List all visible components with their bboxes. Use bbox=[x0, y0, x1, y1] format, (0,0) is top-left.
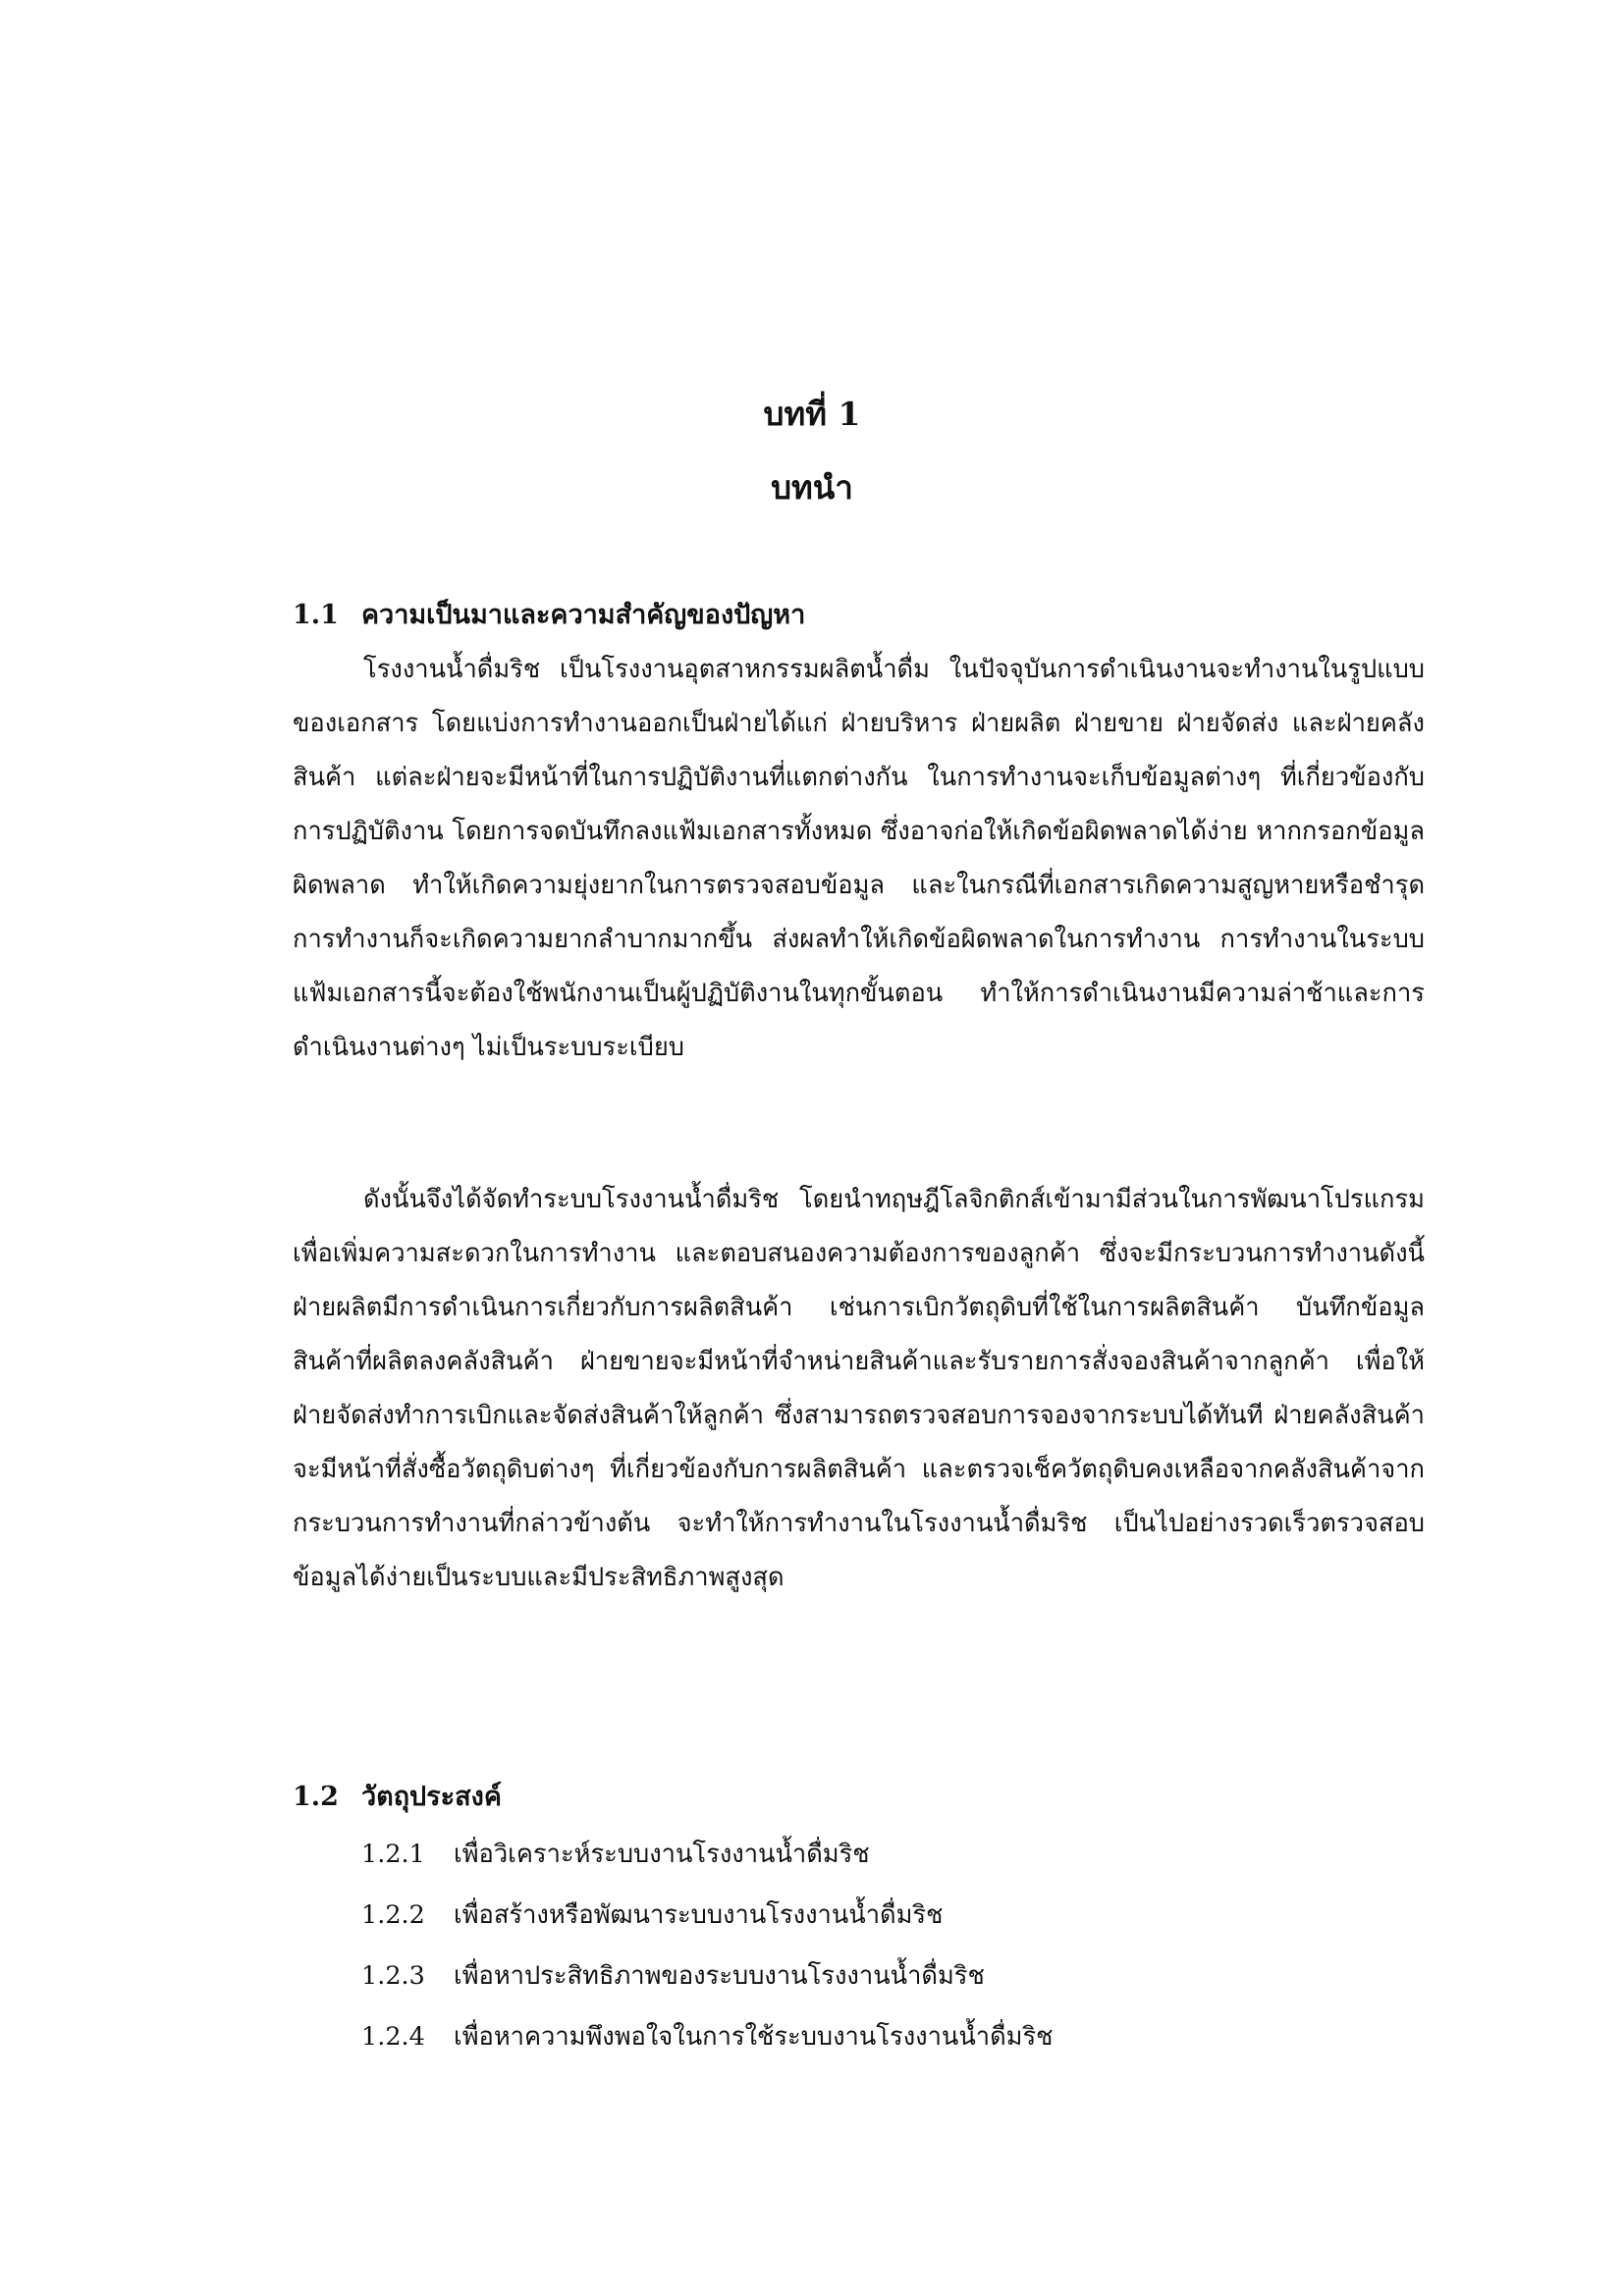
list-item bbox=[361, 2006, 1053, 2067]
item-number: 1.2.4 bbox=[361, 2022, 425, 2052]
list-item bbox=[361, 1946, 1053, 2006]
item-text: เพื่อสร้างหรือพัฒนาระบบงานโรงงานน้ำดื่มริช bbox=[454, 1900, 944, 1930]
list-item bbox=[361, 1885, 1053, 1946]
section-heading-1-2 bbox=[293, 1775, 502, 1817]
item-number: 1.2.1 bbox=[361, 1840, 425, 1869]
item-number: 1.2.2 bbox=[361, 1900, 425, 1930]
objectives-list bbox=[361, 1824, 1053, 2067]
chapter-number: บทที่ 1 bbox=[763, 395, 861, 433]
section-number: 1.2 bbox=[293, 1782, 339, 1812]
paragraph-solution: ดังนั้นจึงได้จัดทำระบบโรงงานน้ำดื่มริช โดยนำทฤษฎีโลจิกติกส์เข้ามามีส่วนในการพัฒนาโปรแกรม เพื่อเพิ่มความสะดวกในการทำงาน และตอบสนองความต้องการของลูกค้า ซึ่งจะมีกระบวนการทำงานดังนี้ ฝ่ายผลิตมีการดำเนินการเกี่ยวกับการผลิตสินค้า เช่นการเบิกวัตถุดิบที่ใช้ในการผลิตสินค้า บันทึกข้อมูลสินค้าที่ผลิตลงคลังสินค้า ฝ่ายขายจะมีหน้าที่จำหน่ายสินค้าและรับรายการสั่งจองสินค้าจากลูกค้า เพื่อให้ฝ่ายจัดส่งทำการเบิกและจัดส่งสินค้าให้ลูกค้า ซึ่งสามารถตรวจสอบการจองจากระบบได้ทันที ฝ่ายคลังสินค้า จะมีหน้าที่สั่งซื้อวัตถุดิบต่างๆ ที่เกี่ยวข้องกับการผลิตสินค้า และตรวจเช็ควัตถุดิบคงเหลือจากคลังสินค้าจากกระบวนการทำงานที่กล่าวข้างต้น จะทำให้การทำงานในโรงงานน้ำดื่มริช เป็นไปอย่างรวดเร็วตรวจสอบข้อมูลได้ง่ายเป็นระบบและมีประสิทธิภาพสูงสุด bbox=[293, 1185, 1425, 1592]
item-text: เพื่อวิเคราะห์ระบบงานโรงงานน้ำดื่มริช bbox=[454, 1840, 870, 1869]
chapter-title: บทนำ bbox=[771, 468, 853, 507]
item-text: เพื่อหาความพึงพอใจในการใช้ระบบงานโรงงานน้ำดื่มริช bbox=[454, 2022, 1054, 2052]
paragraph-background: โรงงานน้ำดื่มริช เป็นโรงงานอุตสาหกรรมผลิตน้ำดื่ม ในปัจจุบันการดำเนินงานจะทำงานในรูปแบบของเอกสาร โดยแบ่งการทำงานออกเป็นฝ่ายได้แก่ ฝ่ายบริหาร ฝ่ายผลิต ฝ่ายขาย ฝ่ายจัดส่ง และฝ่ายคลังสินค้า แต่ละฝ่ายจะมีหน้าที่ในการปฏิบัติงานที่แตกต่างกัน ในการทำงานจะเก็บข้อมูลต่างๆ ที่เกี่ยวข้องกับการปฏิบัติงาน โดยการจดบันทึกลงแฟ้มเอกสารทั้งหมด ซึ่งอาจก่อให้เกิดข้อผิดพลาดได้ง่าย หากกรอกข้อมูลผิดพลาด ทำให้เกิดความยุ่งยากในการตรวจสอบข้อมูล และในกรณีที่เอกสารเกิดความสูญหายหรือชำรุด การทำงานก็จะเกิดความยากลำบากมากขึ้น ส่งผลทำให้เกิดข้อผิดพลาดในการทำงาน การทำงานในระบบแฟ้มเอกสารนี้จะต้องใช้พนักงานเป็นผู้ปฏิบัติงานในทุกขั้นตอน ทำให้การดำเนินงานมีความล่าช้าและการดำเนินงานต่างๆ ไม่เป็นระบบระเบียบ bbox=[293, 655, 1425, 1062]
item-number: 1.2.3 bbox=[361, 1961, 425, 1991]
section-heading-1-1 bbox=[293, 593, 805, 635]
section-title: ความเป็นมาและความสำคัญของปัญหา bbox=[361, 600, 806, 630]
item-text: เพื่อหาประสิทธิภาพของระบบงานโรงงานน้ำดื่มริช bbox=[454, 1961, 985, 1991]
section-number: 1.1 bbox=[293, 600, 339, 630]
section-title: วัตถุประสงค์ bbox=[361, 1782, 502, 1812]
list-item bbox=[361, 1824, 1053, 1885]
